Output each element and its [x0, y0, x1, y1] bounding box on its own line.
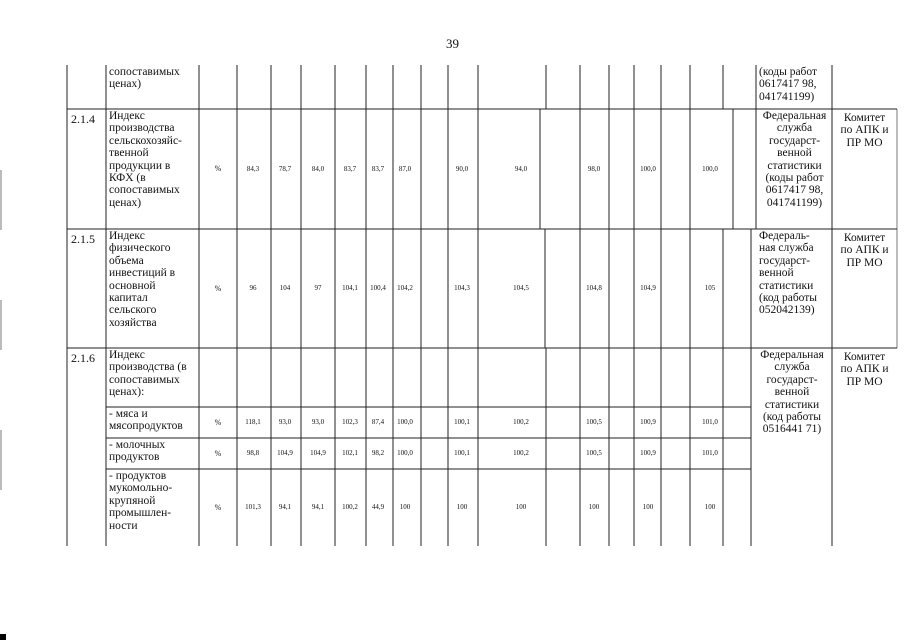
data-source-line: 041741199) [766, 196, 823, 209]
indicator-name [106, 348, 199, 407]
value-cell: 84,3 [246, 164, 260, 173]
indicator-name-line: Индекс [109, 230, 145, 242]
indicator-name-line: сельскохозяйс- [109, 134, 182, 147]
indicator-name [106, 65, 199, 109]
value-cell: 97 [314, 284, 322, 292]
unit-cell: % [214, 502, 222, 512]
value-cell: 100,0 [702, 164, 718, 173]
indicator-name-line: инвестиций в [109, 267, 176, 280]
data-source-line: служба [776, 122, 813, 135]
value-cell: 96 [249, 284, 257, 292]
indicator-name-line: капитал [109, 292, 148, 305]
indicator-name-line: ценах) [109, 78, 142, 91]
indicator-name-line: физического [109, 242, 171, 255]
data-source-line: государст- [768, 134, 821, 147]
value-cell: 98,0 [587, 164, 601, 173]
value-cell: 93,0 [311, 418, 325, 426]
data-source-line: государст- [766, 373, 818, 386]
value-cell: 100,5 [586, 418, 602, 426]
value-cell: 101,0 [702, 418, 718, 426]
data-source-line: государст- [759, 254, 811, 267]
value-cell: 98,2 [371, 449, 385, 457]
data-source-line: 0516441 71) [762, 423, 822, 436]
value-cell: 83,7 [343, 164, 357, 173]
margin-mark [0, 430, 2, 490]
subrow-name-line: мясопродуктов [109, 420, 183, 433]
subrow-name-line: - мяса и [109, 408, 148, 420]
data-source-line: венной [774, 386, 810, 399]
value-cell: 104,5 [513, 284, 529, 292]
value-cell: 104,9 [640, 284, 656, 292]
indicator-name-line: ценах) [109, 196, 142, 209]
data-source [756, 229, 832, 348]
data-source-line: 0617417 98, [765, 184, 824, 197]
indicator-name-line: сопоставимых [109, 66, 180, 78]
data-source-line: служба [774, 361, 810, 374]
indicator-name-line: КФХ (в [109, 172, 146, 185]
subrow-name-line: крупяной [109, 494, 156, 507]
unit-cell: % [214, 283, 222, 293]
data-source-line: Федеральная [760, 349, 824, 361]
value-cell: 102,1 [342, 449, 358, 457]
data-source-line: венной [777, 147, 812, 160]
responsible-body-line: ПР МО [846, 256, 883, 269]
responsible-body-line: по АПК и [840, 363, 889, 376]
value-cell: 100,9 [640, 449, 656, 457]
responsible-body-line: Комитет [843, 232, 886, 244]
value-cell: 100,9 [640, 418, 656, 426]
indicator-name [106, 229, 199, 348]
subrow-name [106, 469, 199, 546]
data-source-line: статистики [759, 279, 814, 292]
value-cell: 87,4 [371, 418, 385, 426]
data-source-line: статистики [764, 398, 820, 411]
indicator-name-line: продукции в [109, 159, 171, 172]
data-source-line: 052042139) [759, 304, 815, 317]
indicator-name-line: Индекс [109, 110, 145, 122]
data-source-line: ная служба [759, 242, 814, 255]
subrow-name-line: ности [109, 519, 138, 532]
indicator-name-line: сопоставимых [109, 184, 180, 197]
value-cell: 94,1 [278, 503, 292, 511]
indicator-name-line: хозяйства [109, 316, 157, 329]
value-cell: 118,1 [245, 418, 261, 426]
data-source-line: (коды работ [759, 66, 818, 78]
data-source-line: статистики [767, 159, 822, 172]
subrow-name-line: мукомольно- [109, 482, 173, 495]
value-cell: 104,1 [342, 284, 358, 292]
subrow-name-line: продуктов [109, 451, 160, 464]
value-cell: 100 [399, 503, 411, 511]
value-cell: 101,3 [245, 503, 261, 511]
value-cell: 104,2 [397, 284, 413, 292]
value-cell: 100,2 [342, 503, 358, 511]
value-cell: 105 [704, 284, 716, 292]
responsible-body [832, 229, 897, 348]
value-cell: 98,8 [246, 449, 260, 457]
unit-cell: % [214, 448, 222, 458]
value-cell: 100,0 [397, 449, 413, 457]
subrow-name [106, 407, 199, 438]
value-cell: 100 [704, 503, 716, 511]
value-cell: 101,0 [702, 449, 718, 457]
value-cell: 90,0 [455, 164, 469, 173]
responsible-body-line: Комитет [843, 351, 886, 363]
value-cell: 100 [642, 503, 654, 511]
page-number: 39 [446, 36, 459, 51]
unit-cell: % [214, 164, 222, 173]
data-source-line: (коды работ [765, 172, 824, 185]
subrow-name-line: - молочных [109, 439, 166, 451]
responsible-body-line: по АПК и [840, 244, 889, 257]
data-source-line: 0617417 98, [759, 78, 817, 91]
responsible-body-line: ПР МО [846, 375, 883, 388]
value-cell: 83,7 [371, 164, 385, 173]
value-cell: 93,0 [278, 418, 292, 426]
indicator-name-line: объема [109, 254, 144, 267]
value-cell: 100,1 [454, 449, 470, 457]
value-cell: 94,0 [514, 164, 528, 173]
unit-cell: % [214, 417, 222, 427]
margin-mark [0, 170, 2, 230]
value-cell: 100,2 [513, 449, 529, 457]
subrow-name-line: - продуктов [109, 470, 167, 482]
value-cell: 100 [456, 503, 468, 511]
indicator-name-line: производства [109, 122, 175, 135]
value-cell: 100,0 [397, 418, 413, 426]
indicator-name-line: производства (в [109, 361, 187, 374]
value-cell: 100,2 [513, 418, 529, 426]
value-cell: 44,9 [371, 503, 385, 511]
responsible-body [832, 109, 897, 229]
indicator-name-line: твенной [109, 147, 149, 160]
value-cell: 100,0 [640, 164, 656, 173]
data-source [751, 348, 832, 546]
responsible-body-line: Комитет [843, 112, 886, 124]
value-cell: 104,8 [586, 284, 602, 292]
data-source [756, 65, 832, 109]
row-code: 2.1.6 [71, 351, 95, 365]
row-code: 2.1.4 [71, 112, 95, 126]
margin-mark [0, 300, 2, 350]
subrow-name-line: промышлен- [109, 507, 172, 520]
indicator-name-line: ценах): [109, 386, 145, 399]
value-cell: 100,5 [586, 449, 602, 457]
responsible-body-line: по АПК и [840, 124, 889, 137]
value-cell: 100,1 [454, 418, 470, 426]
value-cell: 104 [279, 284, 291, 292]
value-cell: 87,0 [398, 164, 412, 173]
indicator-name-line: Индекс [109, 349, 145, 361]
value-cell: 78,7 [278, 164, 292, 173]
data-source-line: венной [759, 267, 794, 280]
indicator-name [106, 109, 199, 229]
data-source-line: (код работы [759, 292, 818, 305]
indicator-name-line: сопоставимых [109, 373, 180, 386]
corner-mark [0, 634, 6, 640]
value-cell: 104,9 [310, 449, 326, 457]
value-cell: 104,3 [454, 284, 470, 292]
data-source [756, 109, 832, 229]
data-source-line: (код работы [762, 411, 822, 424]
indicator-name-line: основной [109, 279, 156, 292]
row-code: 2.1.5 [71, 232, 95, 246]
value-cell: 104,9 [277, 449, 293, 457]
indicator-name-line: сельского [109, 304, 157, 317]
value-cell: 84,0 [311, 164, 325, 173]
value-cell: 94,1 [311, 503, 325, 511]
responsible-body [832, 348, 897, 546]
value-cell: 102,3 [342, 418, 358, 426]
data-source-line: Федераль- [759, 230, 810, 242]
value-cell: 100 [515, 503, 527, 511]
value-cell: 100 [588, 503, 600, 511]
data-source-line: 041741199) [759, 90, 815, 103]
value-cell: 100,4 [370, 284, 386, 292]
data-source-line: Федеральная [762, 110, 827, 122]
responsible-body-line: ПР МО [846, 136, 883, 149]
subrow-name [106, 438, 199, 469]
